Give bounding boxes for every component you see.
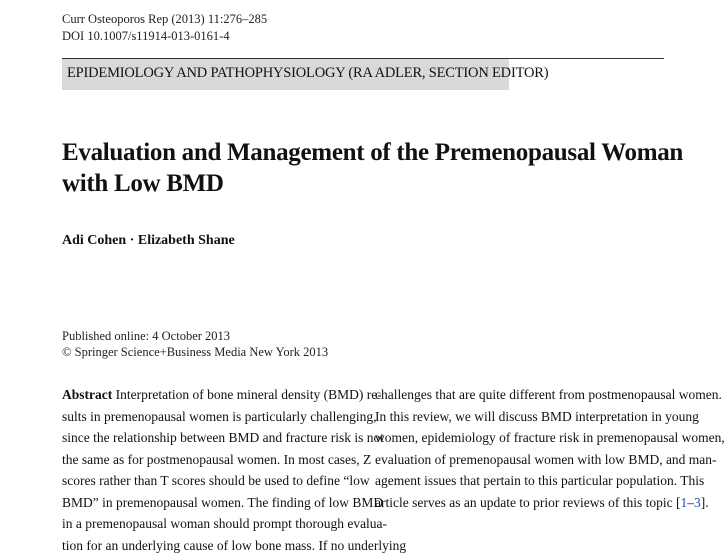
title-line-2: with Low BMD bbox=[62, 170, 224, 197]
abstract-line: BMD” in premenopausal women. The finding of low BMD bbox=[62, 494, 384, 510]
abstract-line: scores rather than T scores should be used to define “low bbox=[62, 473, 370, 488]
abstract-heading: Abstract bbox=[62, 387, 113, 402]
abstract-line: In this review, we will discuss BMD interpretation in young bbox=[375, 408, 699, 424]
abstract-line: the same as for postmenopausal women. In most cases, Z bbox=[62, 451, 372, 467]
journal-citation: Curr Osteoporos Rep (2013) 11:276–285 bbox=[62, 12, 268, 26]
published-online: Published online: 4 October 2013 bbox=[62, 329, 231, 343]
abstract-line bbox=[62, 384, 382, 406]
author-list: Adi Cohen · Elizabeth Shane bbox=[62, 233, 235, 248]
abstract-line: challenges that are quite different from postmenopausal women. bbox=[375, 387, 722, 402]
doi[interactable]: DOI 10.1007/s11914-013-0161-4 bbox=[62, 29, 230, 43]
abstract-line: since the relationship between BMD and fracture risk is not bbox=[62, 430, 385, 445]
section-label: EPIDEMIOLOGY AND PATHOPHYSIOLOGY (RA ADLER, SECTION EDITOR) bbox=[67, 65, 549, 81]
reference-link-1[interactable]: 1 bbox=[680, 494, 688, 510]
copyright: © Springer Science+Business Media New York 2013 bbox=[62, 345, 329, 359]
abstract-line: women, epidemiology of fracture risk in premenopausal women, bbox=[375, 430, 725, 445]
abstract-text-end: ]. bbox=[700, 494, 709, 510]
publication-info bbox=[62, 328, 328, 360]
reference-dash: – bbox=[687, 494, 695, 510]
abstract-line: evaluation of premenopausal women with low BMD, and man- bbox=[375, 451, 717, 467]
abstract-text: article serves as an update to prior reviews of this topic [ bbox=[375, 494, 681, 510]
section-banner bbox=[62, 59, 549, 90]
title-line-1: Evaluation and Management of the Premenopausal Woman bbox=[62, 139, 684, 166]
reference-link-3[interactable]: 3 bbox=[694, 494, 701, 510]
abstract-right-column bbox=[375, 384, 725, 513]
abstract-text: Interpretation of bone mineral density (BMD) re- bbox=[112, 387, 382, 402]
abstract-line-with-refs bbox=[375, 492, 709, 514]
abstract-line-partial: tion for an underlying cause of low bone mass. If no underlying bbox=[62, 537, 407, 553]
abstract-left-column bbox=[62, 384, 407, 553]
abstract-line: in a premenopausal woman should prompt thorough evalua- bbox=[62, 516, 388, 531]
abstract-line: agement issues that pertain to this particular population. This bbox=[375, 473, 705, 488]
abstract-line: sults in premenopausal women is particularly challenging, bbox=[62, 408, 377, 424]
article-title bbox=[62, 137, 684, 199]
